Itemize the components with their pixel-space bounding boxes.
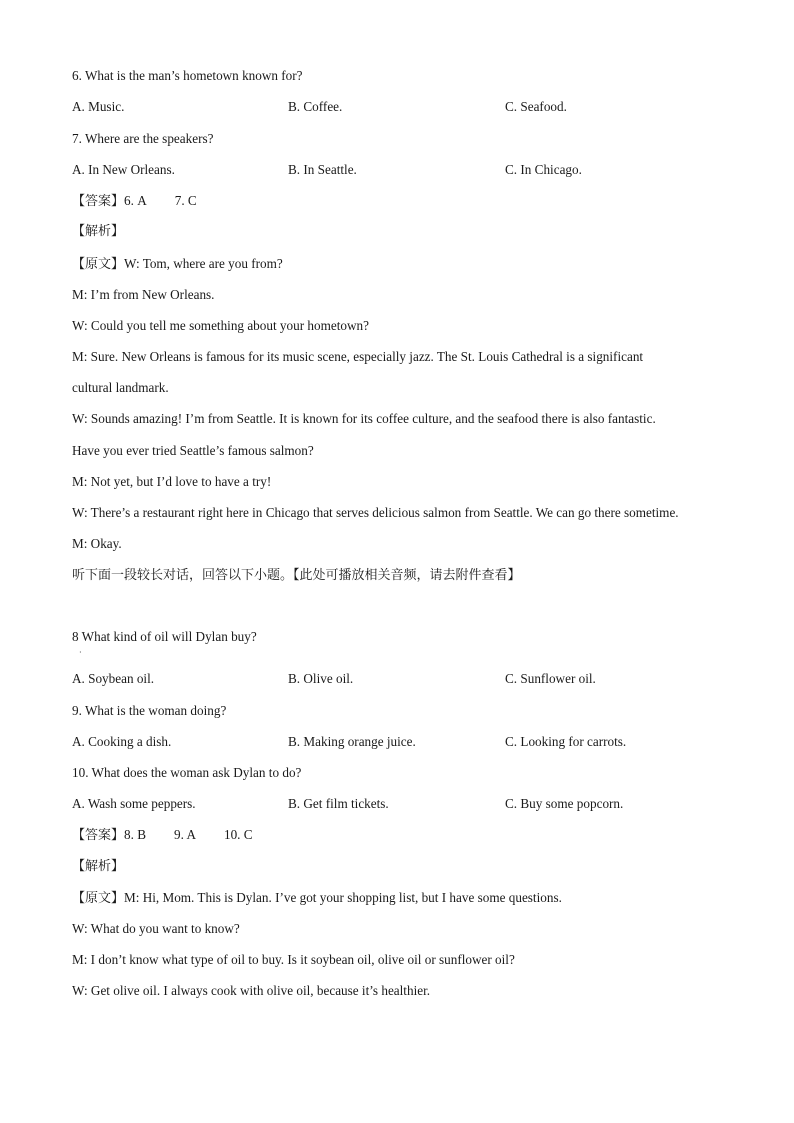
q9-option-b: B. Making orange juice. [288, 734, 416, 749]
analysis-label-1: 【解析】 [72, 224, 125, 239]
transcript-1-line-3: M: Sure. New Orleans is famous for its music scene, especially jazz. The St. Louis Cathedral is a significant [72, 349, 644, 364]
q9-option-c: C. Looking for carrots. [505, 734, 627, 749]
q10-option-b: B. Get film tickets. [288, 796, 389, 811]
answer-line-1 [72, 192, 197, 211]
transcript-2-line-1: W: What do you want to know? [72, 921, 240, 936]
transcript-1-line-0 [72, 255, 283, 274]
answer-label: 【答案】 [72, 194, 125, 209]
transcript-1-line-5: W: Sounds amazing! I’m from Seattle. It is known for its coffee culture, and the seafood there is also fantastic. [72, 411, 656, 426]
answer-8: 8. B [124, 827, 146, 842]
q8-option-a: A. Soybean oil. [72, 671, 155, 686]
q8-option-b: B. Olive oil. [288, 671, 354, 686]
answer-9: 9. A [174, 827, 196, 842]
transcript-text: M: Hi, Mom. This is Dylan. I’ve got your shopping list, but I have some questions. [124, 890, 562, 905]
transcript-2-line-2: M: I don’t know what type of oil to buy. Is it soybean oil, olive oil or sunflower oil? [72, 952, 515, 967]
q6-option-b: B. Coffee. [288, 99, 343, 114]
q7-option-b: B. In Seattle. [288, 162, 357, 177]
q9-option-a: A. Cooking a dish. [72, 734, 172, 749]
question-6: 6. What is the man’s hometown known for? [72, 68, 303, 83]
transcript-text: W: Tom, where are you from? [124, 256, 283, 271]
q10-option-c: C. Buy some popcorn. [505, 796, 624, 811]
transcript-2-line-3: W: Get olive oil. I always cook with olive oil, because it’s healthier. [72, 983, 431, 998]
transcript-2-line-0 [72, 889, 562, 908]
transcript-label: 【原文】 [72, 891, 125, 906]
transcript-1-line-7: M: Not yet, but I’d love to have a try! [72, 474, 272, 489]
question-8: 8 What kind of oil will Dylan buy? [72, 629, 257, 644]
q8-option-c: C. Sunflower oil. [505, 671, 596, 686]
transcript-1-line-4: cultural landmark. [72, 380, 169, 395]
stray-dot: · [79, 648, 82, 657]
q6-option-c: C. Seafood. [505, 99, 567, 114]
transcript-label: 【原文】 [72, 257, 125, 272]
q6-option-a: A. Music. [72, 99, 125, 114]
answer-6: 6. A [124, 193, 147, 208]
q10-option-a: A. Wash some peppers. [72, 796, 196, 811]
answer-7: 7. C [174, 193, 197, 208]
question-10: 10. What does the woman ask Dylan to do? [72, 765, 302, 780]
answer-label: 【答案】 [72, 828, 125, 843]
transcript-1-line-6: Have you ever tried Seattle’s famous salmon? [72, 443, 314, 458]
answer-10: 10. C [223, 827, 253, 842]
transcript-1-line-2: W: Could you tell me something about your hometown? [72, 318, 369, 333]
analysis-label-2: 【解析】 [72, 859, 125, 874]
question-9: 9. What is the woman doing? [72, 703, 227, 718]
transcript-1-line-8: W: There’s a restaurant right here in Chicago that serves delicious salmon from Seattle. We can go there sometime. [72, 505, 679, 520]
question-7: 7. Where are the speakers? [72, 131, 214, 146]
q7-option-a: A. In New Orleans. [72, 162, 175, 177]
answer-line-2 [72, 826, 253, 845]
listening-instruction: 听下面一段较长对话，回答以下小题。【此处可播放相关音频，请去附件查看】 [72, 568, 521, 583]
q7-option-c: C. In Chicago. [505, 162, 582, 177]
transcript-1-line-9: M: Okay. [72, 536, 122, 551]
transcript-1-line-1: M: I’m from New Orleans. [72, 287, 215, 302]
